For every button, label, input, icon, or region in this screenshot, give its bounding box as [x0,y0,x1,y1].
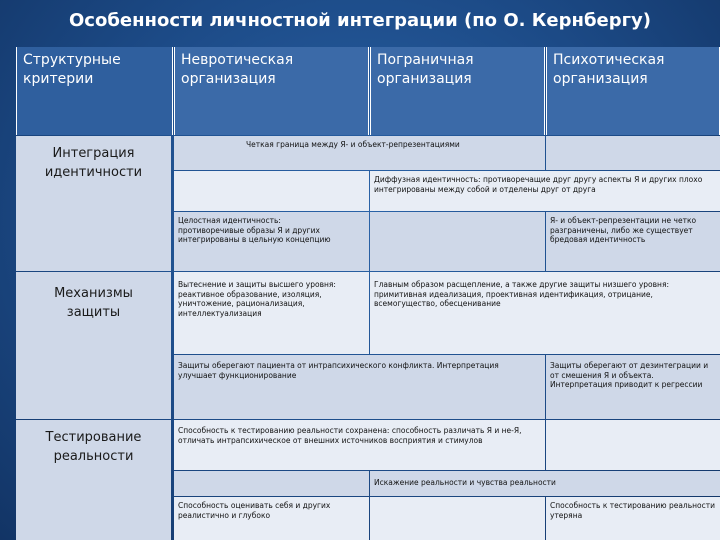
reality-assessment-cell [174,497,369,540]
header-neurotic-label: Невротическая организация [181,52,294,87]
defense-conflict-cell [174,355,545,419]
criterion-reality [16,420,171,540]
reality-lost-text: Способность к тестированию реальности утеряна [550,501,716,520]
identity-boundary-text: Четкая граница между Я- и объект-репрезентациями [246,140,460,149]
reality-lost-cell [546,497,720,540]
identity-boundary-cell [174,136,545,170]
identity-integrated-cell [174,212,369,271]
reality-preserved-psychotic-cell [546,420,720,470]
identity-diffuse-text: Диффузная идентичность: противоречащие друг другу аспекты Я и других плохо интегрированы между собой и отделены друг от друга [374,175,703,194]
reality-assessment-borderline-cell [370,497,545,540]
defense-primitive-text: Главным образом расщепление, а также другие защиты низшего уровня: примитивная идеализация, проективная идентификация, отрицание, всемогущество, обесценивание [374,280,670,309]
defense-neurotic-text: Вытеснение и защиты высшего уровня: реактивное образование, изоляция, уничтожение, рационализация, интеллектуализация [178,280,336,318]
header-borderline [370,47,545,135]
reality-distortion-cell [370,471,720,496]
reality-preserved-cell [174,420,545,470]
criterion-identity-label: Интеграция идентичности [44,146,143,180]
header-psychotic-label: Психотическая организация [553,52,665,87]
defense-disintegration-text: Защиты оберегают от дезинтеграции и от смешения Я и объекта. Интерпретация приводит к регрессии [550,361,709,390]
identity-diffuse-left-cell [174,171,369,211]
reality-distortion-left-cell [174,471,369,496]
defense-disintegration-cell [546,355,720,419]
identity-psychotic-cell [546,212,720,271]
identity-integrated-text: Целостная идентичность: противоречивые образы Я и других интегрированы в цельную концепцию [178,216,331,245]
identity-boundary-psychotic-cell [546,136,720,170]
page-title: Особенности личностной интеграции (по О. Кернбергу) [68,10,651,31]
reality-assessment-text: Способность оценивать себя и других реалистично и глубоко [178,501,331,520]
identity-psychotic-text: Я- и объект-репрезентации не четко разграничены, либо же существует бредовая идентичность [550,216,697,245]
header-psychotic [546,47,720,135]
criterion-defense-label: Механизмы защиты [54,286,133,320]
header-neurotic [174,47,369,135]
header-criteria [16,47,173,135]
criterion-identity [16,136,171,271]
defense-primitive-cell [370,272,720,354]
defense-neurotic-cell [174,272,369,354]
header-criteria-label: Структурные критерии [23,52,121,87]
header-borderline-label: Пограничная организация [377,52,474,87]
identity-diffuse-cell [370,171,720,211]
criterion-reality-label: Тестирование реальности [45,430,142,464]
reality-distortion-text: Искажение реальности и чувства реальности [374,478,556,487]
identity-integrated-borderline-cell [370,212,545,271]
criterion-defense [16,272,171,419]
reality-preserved-text: Способность к тестированию реальности сохранена: способность различать Я и не-Я, отличать интрапсихическое от внешних источников восприятия и стимулов [178,426,522,445]
defense-conflict-text: Защиты оберегают пациента от интрапсихического конфликта. Интерпретация улучшает функционирование [178,361,499,380]
